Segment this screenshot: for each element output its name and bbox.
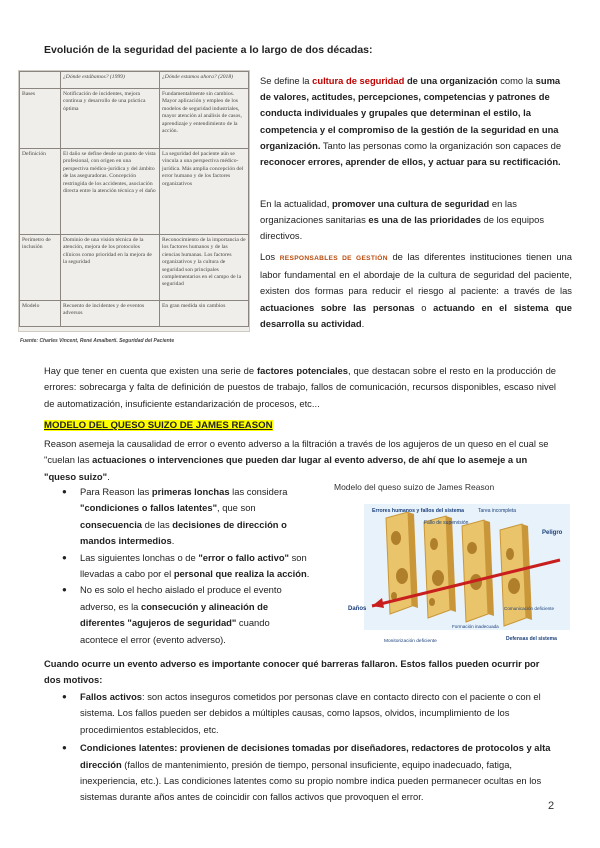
highlight-term: RESPONSABLES DE GESTIÓN (279, 255, 388, 262)
text-run: . (306, 568, 310, 580)
label-comunicacion: Comunicación deficiente (504, 606, 555, 611)
model-title: MODELO DEL QUESO SUIZO DE JAMES REASON (44, 420, 273, 431)
table-cell-then: El daño se define desde un punto de vista profesional, con origen en una perspectiva médico-jurídica y del ámbito de las aseguradoras. Concepción restringida de los accidentes, asociación directa entre la atención técnica y el daño (61, 149, 160, 235)
label-formacion: Formación inadecuada (452, 624, 499, 629)
swiss-cheese-figure (328, 498, 574, 648)
bold-run: factores potenciales (257, 365, 348, 376)
text-run: . (171, 535, 175, 547)
bold-run: decisiones de dirección o mandos intermedios (80, 518, 287, 547)
list-item (62, 689, 556, 738)
evolution-table (19, 71, 249, 327)
text-run: las considera (229, 486, 288, 497)
text-run: , que destacan sobre el resto en la producción de errores: sobrecarga y falta de definición de puestos de trabajo, fallos de comunicación, recursos disponibles, escaso nivel de automatización, insuficiente estandarización de procesos, etc... (44, 365, 556, 409)
text-run: . (107, 470, 110, 482)
bold-run: actuando en el sistema que desarrolla su actividad (260, 301, 572, 329)
table-header-cell: ¿Dónde estamos ahora? (2018) (160, 72, 249, 89)
table-row (20, 149, 249, 235)
model-intro-paragraph (44, 436, 556, 485)
text-run: Los (260, 251, 280, 262)
label-fallo-supervision: Fallo de supervisión (424, 520, 469, 526)
table-cell-now: Fundamentalmente sin cambios. Mayor aplicación y empleo de los modelos de seguridad industriales, mayor atención al análisis de casos, aprendizaje y entendimiento de la acción. (160, 89, 249, 149)
cheese-slice (424, 516, 456, 618)
table-row-label: Perímetro de inclusión (20, 235, 61, 301)
label-tarea-incompleta: Tarea incompleta (478, 508, 517, 514)
bold-run: promover una cultura de seguridad (331, 198, 490, 209)
text-run: de las diferentes instituciones tienen una labor fundamental en el abordaje de la cultura de seguridad del paciente, existen dos formas para reducir el riesgo al paciente: a través de las (260, 251, 572, 297)
text-run: Hay que tener en cuenta que existen una serie de (44, 365, 258, 376)
text-run: . (361, 317, 365, 329)
list-item (62, 484, 310, 550)
label-peligro: Peligro (542, 530, 563, 536)
swiss-cheese-diagram (328, 482, 578, 650)
text-run: o (414, 301, 434, 313)
bold-run: primeras lonchas (151, 486, 230, 497)
table-row (20, 235, 249, 301)
bold-run: : provienen de decisiones tomadas por diseñadores, redactores de protocolos y alta dirección (80, 742, 551, 770)
text-run: En la actualidad, (260, 198, 332, 209)
bold-run: de una organización (404, 75, 498, 86)
text-run: Los fallos pueden ser debidos a múltiples causas, como lapsos, olvidos, incumplimiento de los procedimientos establecidos, etc. (80, 707, 510, 735)
page-number: 2 (548, 800, 555, 812)
table-cell-then: Notificación de incidentes, mejora continua y desarrollo de una práctica óptima (61, 89, 160, 149)
table-row-label: Modelo (20, 301, 61, 327)
label-errores: Errores humanos y fallos del sistema (372, 508, 464, 514)
text-run: : son actos inseguros cometidos por personas clave en contacto directo con el paciente o con el sistema. (80, 691, 541, 719)
factors-paragraph (44, 363, 556, 412)
text-run: son llevadas a cabo por el (80, 551, 307, 580)
table-cell-now: La seguridad del paciente aún se vincula a una perspectiva médico-jurídica. Más amplia concepción del error humano y de los factores organizativos (160, 149, 249, 235)
table-cell-now: Reconocimiento de la importancia de los factores humanos y de las ciencias humanas. Los factores organizativos y la cultura de seguridad son principales complementarios en el campo de la seguridad (160, 235, 249, 301)
bold-run: actuaciones sobre las personas (260, 301, 415, 313)
bold-run: consecución y alineación de diferentes "agujeros de seguridad" (80, 600, 269, 629)
text-run: en las organizaciones sanitarias (260, 198, 517, 226)
bold-run: personal que realiza la acción (173, 568, 307, 580)
list-item (62, 550, 310, 583)
cheese-slice (462, 520, 494, 622)
table-source-caption: Fuente: Charles Vincent, René Amalberti. Seguridad del Paciente (20, 338, 175, 344)
table-cell-then: Dominio de una visión técnica de la atención, mejora de los protocolos clínicos como prioridad en la mejora de la seguridad (61, 235, 160, 301)
culture-definition-paragraph (260, 73, 572, 170)
text-run: como la (497, 75, 536, 86)
table-cell-then: Recuento de incidentes y de eventos adversos (61, 301, 160, 327)
list-item (62, 740, 556, 806)
adverse-event-intro: Cuando ocurre un evento adverso es importante conocer qué barreras fallaron. Estos fallos pueden ocurrir por dos motivos: (44, 658, 540, 686)
bold-run: suma de valores, actitudes, percepciones, competencias y patrones de conducta individuales y grupales que determinan el estilo, la competencia y el compromiso de la gestión de la seguridad en una organización. (260, 75, 561, 151)
list-item (62, 582, 310, 648)
label-monitorizacion: Monitorización deficiente (384, 639, 437, 644)
text-run: de los equipos directivos. (260, 214, 545, 242)
text-run: Reason asemeja la causalidad de error o evento adverso a la filtración a través de los agujeros de un queso en el cual se "cuelan las (44, 438, 549, 466)
table-row-label: Definición (20, 149, 61, 235)
evolution-table-image (18, 70, 250, 332)
label-defensas: Defensas del sistema (506, 636, 557, 642)
section-heading: Evolución de la seguridad del paciente a lo largo de dos décadas: (44, 44, 373, 56)
text-run: Se define la (260, 75, 313, 86)
bold-run: "condiciones o fallos latentes" (80, 502, 218, 514)
table-cell-now: En gran medida sin cambios (160, 301, 249, 327)
bold-run: consecuencia (80, 518, 143, 530)
bold-run: es una de las prioridades (368, 214, 481, 226)
table-row-label: Bases (20, 89, 61, 149)
bold-run: Condiciones latentes (80, 742, 175, 754)
priority-paragraph (260, 196, 572, 245)
bold-run: Fallos activos (80, 691, 143, 702)
label-danos: Daños (348, 606, 367, 612)
table-header-cell (20, 72, 61, 89)
model-bullet-list (62, 484, 310, 648)
text-run: Tanto las personas como la organización son capaces de (320, 139, 562, 151)
table-row (20, 301, 249, 327)
highlight-term: cultura de seguridad (312, 75, 405, 86)
table-row (20, 89, 249, 149)
bold-run: "error o fallo activo" (198, 551, 289, 563)
bold-run: actuaciones o intervenciones que pueden dar lugar al evento adverso, de ahí que lo asemeje a un "queso suizo" (44, 454, 528, 482)
table-header-cell: ¿Dónde estábamos? (1999) (61, 72, 160, 89)
table-header-row (20, 72, 249, 89)
text-run: de las (142, 518, 173, 530)
text-run: (fallos de mantenimiento, presión de tiempo, personal insuficiente, equipo inadecuado, fatiga, inexperiencia, etc.). Las condiciones latentes como su propio nombre indica pueden permanecer ocultas en los sistemas durante años antes de coincidir con fallos activos que provoquen el error. (80, 758, 542, 803)
text-run: Para Reason las (80, 486, 152, 497)
text-run: , que son (217, 502, 256, 514)
text-run: No es solo el hecho aislado el produce el evento adverso, es la (80, 584, 282, 612)
fallos-list (62, 689, 556, 806)
bold-run: reconocer errores, aprender de ellos, y actuar para su rectificación. (260, 156, 561, 168)
text-run: Las siguientes lonchas o de (80, 551, 199, 563)
diagram-title: Modelo del queso suizo de James Reason (334, 482, 495, 492)
management-paragraph (260, 249, 572, 332)
text-run: cuando acontece el error (evento adverso). (80, 617, 270, 645)
